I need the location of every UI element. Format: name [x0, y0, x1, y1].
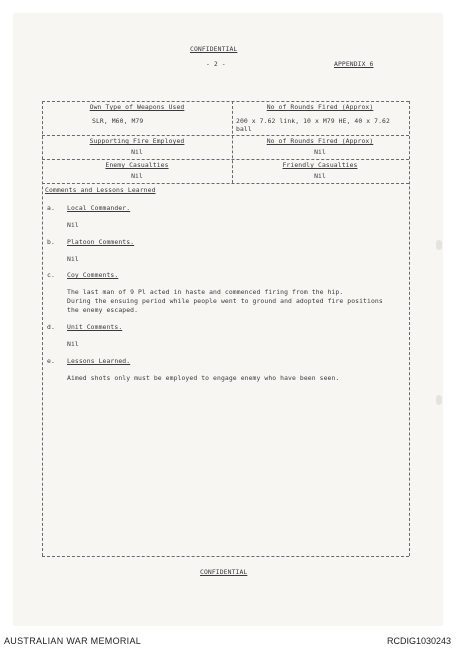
classification-footer: CONFIDENTIAL — [200, 568, 248, 576]
archive-footer — [0, 626, 457, 654]
coy-comments-title: Coy Comments. — [67, 271, 119, 279]
platoon-comments-title: Platoon Comments. — [67, 238, 135, 246]
classification-header: CONFIDENTIAL — [190, 45, 238, 53]
unit-comments-title: Unit Comments. — [67, 323, 123, 331]
enemy-casualties-label: Enemy Casualties — [105, 161, 169, 169]
coy-comments-text: the enemy escaped. — [67, 306, 139, 314]
item-letter: b. — [47, 238, 55, 246]
local-commander-title: Local Commander. — [67, 204, 131, 212]
enemy-casualties-value: Nil — [131, 172, 143, 180]
record-reference: RCDIG1030243 — [386, 636, 451, 646]
coy-comments-text: The last man of 9 Pl acted in haste and commenced firing from the hip. — [67, 288, 344, 296]
rounds-fired-value-cont: ball — [236, 125, 252, 133]
supporting-fire-label: Supporting Fire Employed — [89, 137, 185, 145]
friendly-casualties-label: Friendly Casualties — [282, 161, 358, 169]
item-letter: a. — [47, 204, 55, 212]
local-commander-text: Nil — [67, 221, 79, 229]
page-number: - 2 - — [206, 60, 226, 68]
coy-comments-text: During the ensuing period while people went to ground and adopted fire positions — [67, 297, 383, 305]
comments-heading: Comments and Lessons Learned — [45, 186, 156, 194]
support-rounds-value: Nil — [314, 148, 326, 156]
supporting-fire-value: Nil — [131, 148, 143, 156]
rounds-fired-value: 200 x 7.62 link, 10 x M79 HE, 40 x 7.62 — [236, 117, 390, 125]
appendix-label: APPENDIX 6 — [334, 60, 374, 68]
rounds-fired-label: No of Rounds Fired (Approx) — [266, 103, 374, 111]
item-letter: e. — [47, 357, 55, 365]
item-letter: d. — [47, 323, 55, 331]
support-rounds-label: No of Rounds Fired (Approx) — [266, 137, 374, 145]
lessons-learned-text: Aimed shots only must be employed to engage enemy who have been seen. — [67, 374, 340, 382]
lessons-learned-title: Lessons Learned. — [67, 357, 131, 365]
item-letter: c. — [47, 271, 55, 279]
institution-name: AUSTRALIAN WAR MEMORIAL — [4, 636, 142, 646]
own-weapons-label: Own Type of Weapons Used — [89, 103, 185, 111]
own-weapons-value: SLR, M60, M79 — [92, 117, 144, 125]
punch-hole — [436, 240, 442, 250]
platoon-comments-text: Nil — [67, 255, 79, 263]
unit-comments-text: Nil — [67, 340, 79, 348]
punch-hole — [436, 395, 442, 405]
friendly-casualties-value: Nil — [314, 172, 326, 180]
